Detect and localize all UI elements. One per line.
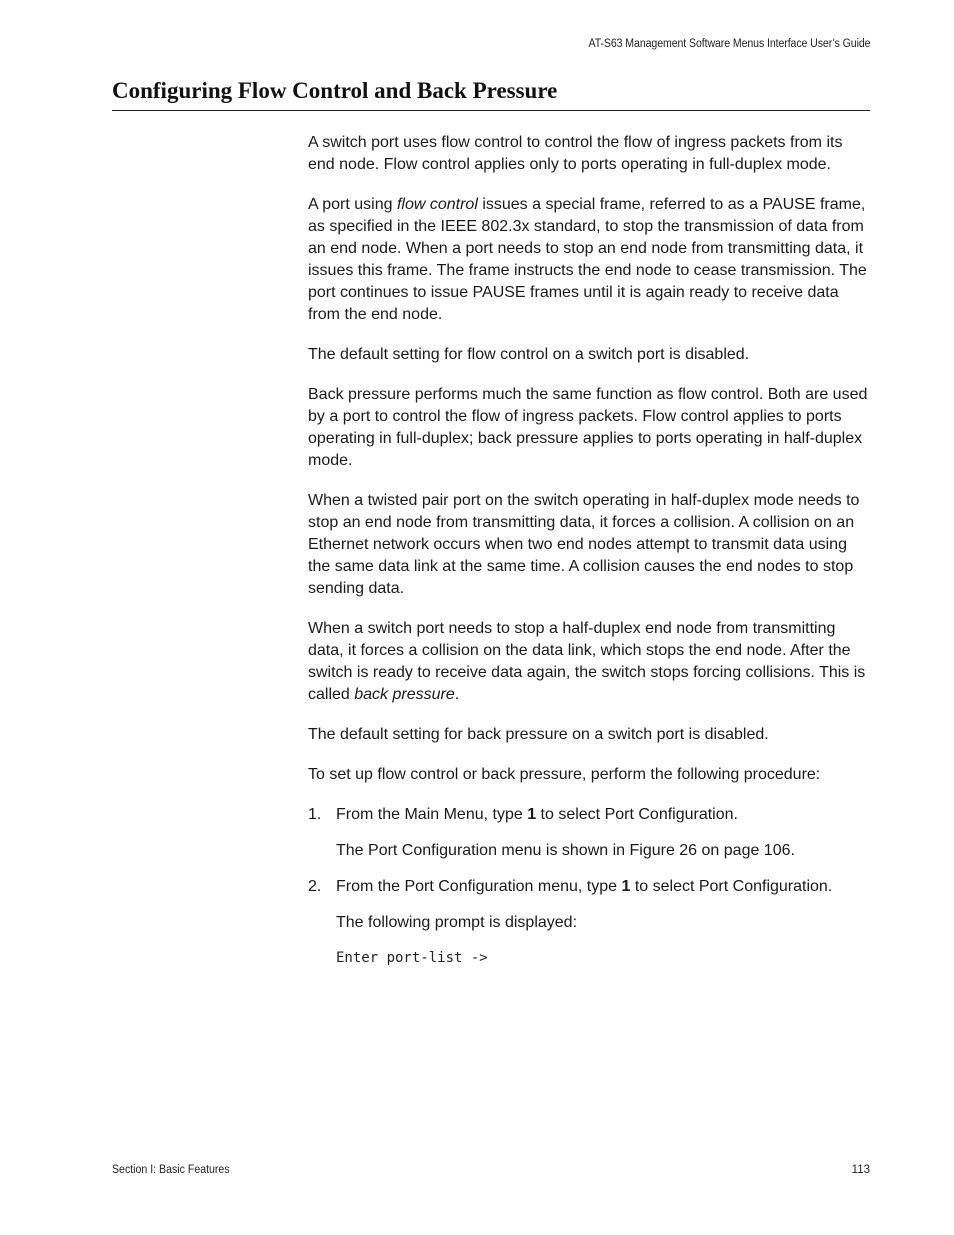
paragraph-text: issues a special frame, referred to as a PAUSE frame, as specified in the IEEE 802.3x standard, to stop the transmission of data from an end node. When a port needs to stop an end node from transmitting data, it issues this frame. The frame instructs the end node to cease transmission. The port continues to issue PAUSE frames until it is again ready to receive data from the end node. (308, 196, 867, 323)
body-text (308, 132, 870, 982)
paragraph-back-pressure-default: The default setting for back pressure on a switch port is disabled. (308, 726, 769, 743)
paragraph-text: . (454, 686, 460, 703)
paragraph-procedure-intro: To set up flow control or back pressure, perform the following procedure: (308, 766, 821, 783)
step-key: 1 (621, 878, 631, 895)
paragraph-flow-control-default: The default setting for flow control on a switch port is disabled. (308, 346, 750, 363)
section-title: Configuring Flow Control and Back Pressure (112, 76, 870, 111)
paragraph-collision: When a twisted pair port on the switch operating in half-duplex mode needs to stop an end node from transmitting data, it forces a collision. A collision on an Ethernet network occurs when two end nodes attempt to transmit data using the same data link at the same time. A collision causes the end nodes to stop sending data. (308, 492, 860, 597)
step-instruction (336, 804, 870, 826)
step-number: 1. (308, 806, 322, 823)
paragraph-pause-frame (308, 194, 870, 326)
term-flow-control: flow control (396, 196, 478, 213)
running-header: AT-S63 Management Software Menus Interface User’s Guide (588, 38, 870, 50)
paragraph-text: A port using (308, 196, 397, 213)
command-prompt: Enter port-list -> (336, 950, 488, 966)
step-key: 1 (527, 806, 537, 823)
step-text: to select Port Configuration. (536, 806, 738, 823)
footer-section-label: Section I: Basic Features (112, 1164, 230, 1176)
paragraph-text: When a switch port needs to stop a half-duplex end node from transmitting data, it forces a collision on the data link, which stops the end node. After the switch is ready to receive data again, the switch stops forcing collisions. This is called (308, 620, 866, 703)
paragraph-flow-control-intro: A switch port uses flow control to control the flow of ingress packets from its end node. Flow control applies only to ports operating in full-duplex mode. (308, 134, 843, 173)
step-text: From the Main Menu, type (336, 806, 528, 823)
procedure-steps (308, 804, 870, 968)
step-detail: The Port Configuration menu is shown in Figure 26 on page 106. (336, 842, 795, 859)
footer-page-number: 113 (851, 1164, 870, 1176)
paragraph-back-pressure-definition (308, 618, 870, 706)
term-back-pressure: back pressure (354, 686, 455, 703)
step-text: From the Port Configuration menu, type (336, 878, 622, 895)
step-detail: The following prompt is displayed: (336, 914, 578, 931)
paragraph-back-pressure-intro: Back pressure performs much the same function as flow control. Both are used by a port to control the flow of ingress packets. Flow control applies to ports operating in full-duplex; back pressure applies to ports operating in half-duplex mode. (308, 386, 868, 469)
step-instruction (336, 876, 870, 898)
step-number: 2. (308, 878, 322, 895)
step-text: to select Port Configuration. (630, 878, 833, 895)
procedure-step (308, 876, 870, 968)
procedure-step (308, 804, 870, 862)
